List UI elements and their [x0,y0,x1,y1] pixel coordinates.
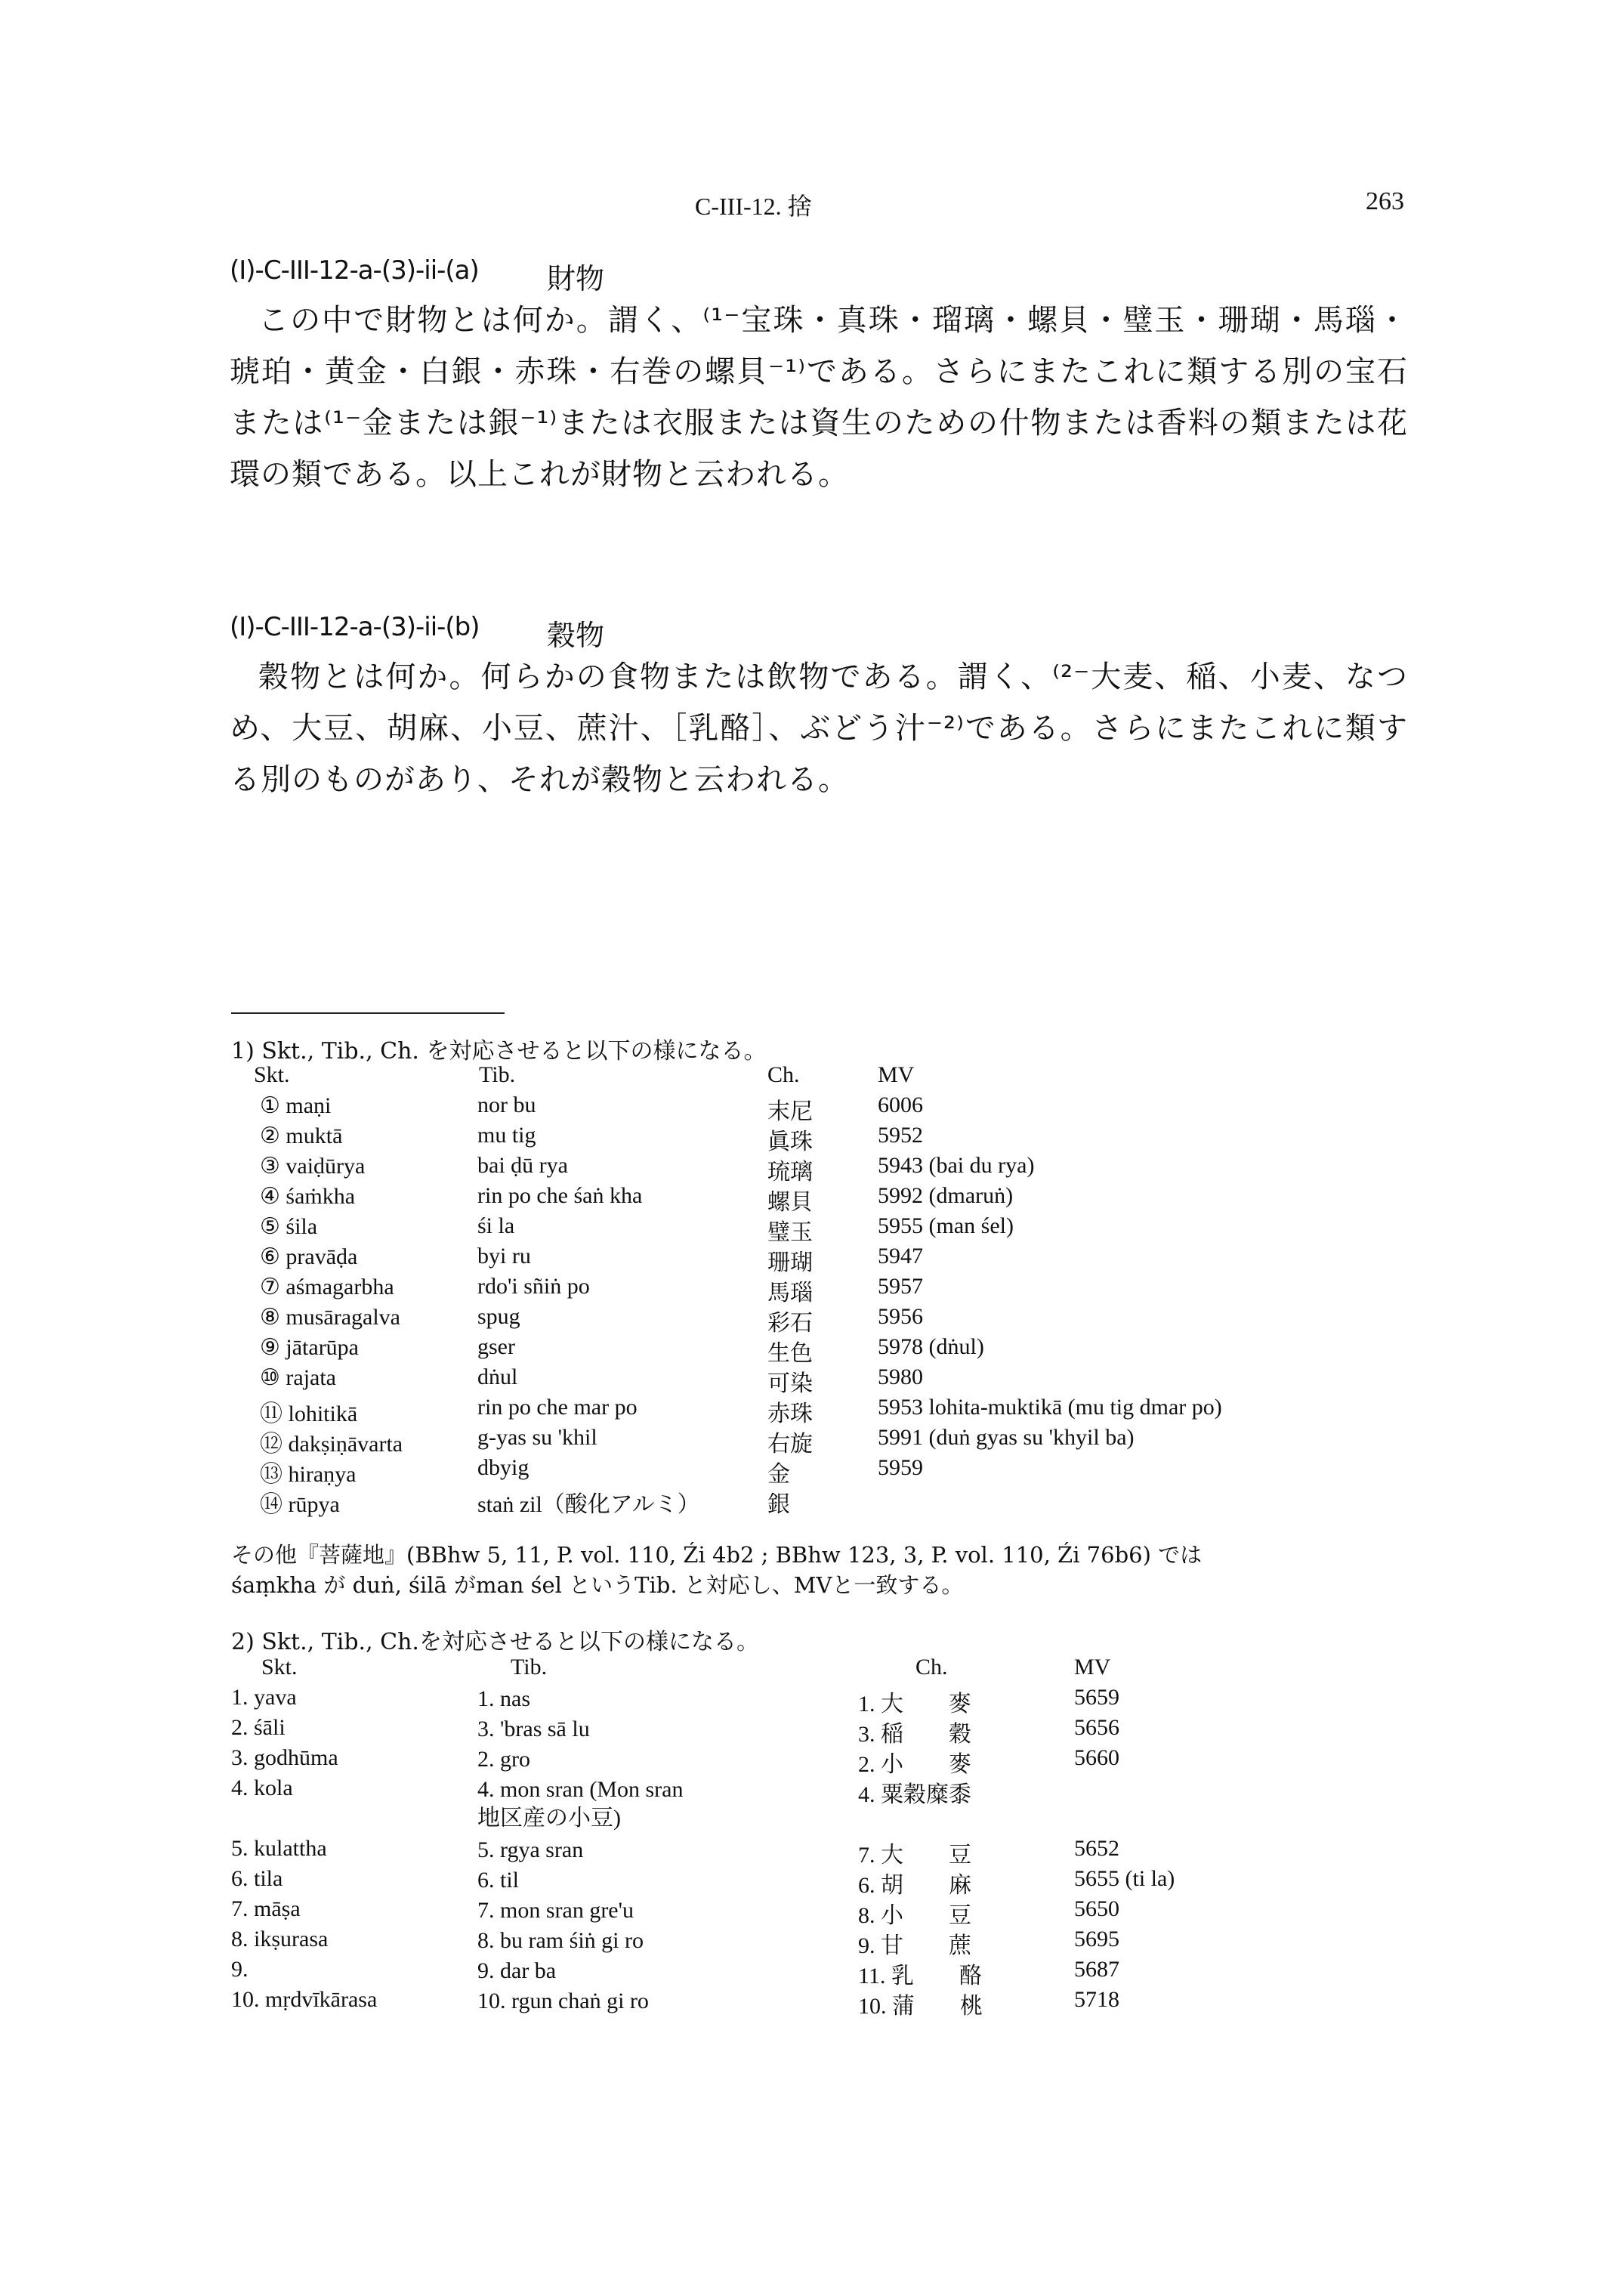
cell-ch: 9. 甘 蔗 [858,1933,971,1958]
cell-ch: 馬瑙 [767,1281,813,1306]
cell-ch: 11. 乳 酪 [858,1964,982,1989]
cell-skt: ⑤ śila [260,1214,318,1239]
section-a-paragraph: この中で財物とは何か。謂く、⁽¹⁻宝珠・真珠・瑠璃・螺貝・璧玉・珊瑚・馬瑙・琥珀・黄金・白銀・赤珠・右巻の螺貝⁻¹⁾である。さらにまたこれに類する別の宝石または⁽¹⁻金または銀⁻¹⁾または衣服または資生のための什物または香料の類または花環の類である。以上これが財物と云われる。 [230,303,1408,492]
footnote-1-table [231,1062,1425,1516]
cell-ch: 10. 蒲 桃 [858,1994,983,2019]
section-a-title: 財物 [547,262,605,295]
cell-tib: śi la [477,1213,515,1238]
cell-skt: 6. tila [231,1866,283,1891]
cell-mv: 5687 [1074,1957,1119,1982]
section-b-code: (I)-C-III-12-a-(3)-ii-(b) [230,612,480,642]
cell-mv: 5660 [1074,1745,1119,1770]
cell-ch: 7. 大 豆 [858,1843,971,1868]
footnote-2-table [231,1655,1425,2017]
cell-ch: 3. 稲 穀 [858,1722,971,1747]
cell-tib: byi ru [477,1244,531,1269]
cell-skt: ① maṇi [260,1093,332,1118]
cell-skt: ⑫ dakṣiṇāvarta [260,1432,403,1457]
cell-ch: 銀 [767,1492,790,1517]
footnote-1-note-line-2: śaṃkha が duṅ, śilā がman śel というTib. と対応し、MVと一致する。 [231,1572,964,1598]
cell-skt: 8. ikṣurasa [231,1927,329,1951]
header-skt: Skt. [261,1655,298,1680]
table-row [231,1213,1425,1244]
table-row [231,1896,1425,1927]
footnote-1-note-line-1: その他『菩薩地』(BBhw 5, 11, P. vol. 110, Źi 4b2 ; BBhw 123, 3, P. vol. 110, Źi 76b6) では [231,1542,1203,1568]
table-row [231,1304,1425,1334]
section-b-title: 穀物 [547,619,605,652]
cell-ch: 8. 小 豆 [858,1903,971,1928]
cell-tib: dṅul [477,1364,518,1389]
table-row [231,1836,1425,1866]
cell-skt: ⑦ aśmagarbha [260,1275,394,1299]
footnote-1-note [231,1540,1409,1600]
cell-tib: 4. mon sran (Mon sran 地区産の小豆) [477,1777,684,1831]
cell-skt: ⑧ musāragalva [260,1305,400,1330]
cell-ch: 生色 [767,1341,813,1366]
table-row [231,1685,1425,1715]
cell-tib: dbyig [477,1455,529,1480]
cell-tib: 9. dar ba [477,1958,557,1983]
table-row [231,1183,1425,1213]
cell-ch: 珊瑚 [767,1250,813,1275]
cell-tib: gser [477,1334,515,1359]
cell-skt: 2. śāli [231,1715,286,1740]
cell-tib: nor bu [477,1092,536,1117]
cell-mv: 5650 [1074,1896,1119,1921]
cell-tib: 5. rgya sran [477,1837,584,1862]
table-row [231,1334,1425,1364]
cell-skt: ③ vaiḍūrya [260,1154,366,1179]
cell-mv: 5992 (dmaruṅ) [878,1183,1014,1208]
table-row [231,1485,1425,1516]
table-row [231,1364,1425,1395]
cell-ch: 螺貝 [767,1190,813,1215]
cell-ch: 赤珠 [767,1401,813,1426]
cell-skt: ⑬ hiraṇya [260,1462,357,1487]
cell-tib: rin po che mar po [477,1395,638,1420]
cell-mv: 5956 [878,1304,923,1329]
cell-skt: ⑩ rajata [260,1365,337,1390]
cell-mv: 5978 (dṅul) [878,1334,984,1359]
cell-tib: staṅ zil（酸化アルミ） [477,1492,700,1517]
cell-ch: 右旋 [767,1432,813,1457]
cell-skt: 7. māṣa [231,1896,301,1921]
cell-skt: ⑪ lohitikā [260,1401,358,1426]
cell-mv: 5943 (bai du rya) [878,1153,1035,1178]
cell-ch: 金 [767,1462,790,1487]
cell-mv: 5656 [1074,1715,1119,1740]
cell-tib: 1. nas [477,1686,530,1711]
cell-skt: ④ śaṁkha [260,1184,356,1209]
table-row [231,1455,1425,1485]
cell-tib: 3. 'bras sā lu [477,1717,590,1741]
cell-ch: 彩石 [767,1311,813,1336]
table-row [231,1425,1425,1455]
cell-tib: 8. bu ram śiṅ gi ro [477,1928,644,1953]
table-header-row [231,1655,1425,1685]
cell-ch: 1. 大 麥 [858,1692,971,1717]
table-row [231,1866,1425,1896]
cell-ch: 眞珠 [767,1129,813,1154]
running-head: C-III-12. 捨 [695,193,812,220]
table-header-row [231,1062,1425,1092]
cell-ch: 6. 胡 麻 [858,1873,971,1898]
cell-skt: ② muktā [260,1123,343,1148]
table-row [231,1123,1425,1153]
cell-skt: ⑨ jātarūpa [260,1335,360,1360]
cell-tib: 10. rgun chaṅ gi ro [477,1989,649,2013]
header-mv: MV [878,1062,915,1087]
cell-mv: 5955 (man śel) [878,1213,1014,1238]
header-tib: Tib. [479,1062,516,1087]
cell-mv: 5980 [878,1364,923,1389]
cell-tib: mu tig [477,1123,536,1148]
cell-tib: 7. mon sran gre'u [477,1898,634,1923]
cell-tib: rdo'i sñiṅ po [477,1274,590,1299]
cell-skt: ⑥ pravāḍa [260,1244,358,1269]
table-row [231,1745,1425,1775]
table-row [231,1927,1425,1957]
cell-mv: 5953 lohita-muktikā (mu tig dmar po) [878,1395,1222,1420]
cell-ch: 2. 小 麥 [858,1752,971,1777]
cell-mv: 5991 (duṅ gyas su 'khyil ba) [878,1425,1135,1450]
cell-ch: 可染 [767,1371,813,1396]
cell-skt: ⑭ rūpya [260,1492,340,1517]
table-row [231,1274,1425,1304]
table-row [231,1987,1425,2017]
cell-skt: 5. kulattha [231,1836,327,1861]
header-tib: Tib. [511,1655,548,1680]
footnote-divider [231,1012,505,1014]
cell-skt: 10. mṛdvīkārasa [231,1987,378,2012]
cell-ch: 璧玉 [767,1220,813,1245]
cell-skt: 9. [231,1957,249,1982]
cell-ch: 末尼 [767,1099,813,1124]
footnote-1-title: 1) Skt., Tib., Ch. を対応させると以下の様になる。 [231,1038,767,1065]
table-row [231,1395,1425,1425]
header-skt: Skt. [254,1062,290,1087]
cell-mv: 5947 [878,1244,923,1269]
table-row [231,1775,1425,1836]
cell-tib: spug [477,1304,520,1329]
cell-ch: 琉璃 [767,1160,813,1185]
cell-mv: 5659 [1074,1685,1119,1710]
table-row [231,1153,1425,1183]
cell-mv: 5718 [1074,1987,1119,2012]
cell-tib: 6. til [477,1868,520,1893]
cell-tib: rin po che śaṅ kha [477,1183,643,1208]
cell-mv: 5959 [878,1455,923,1480]
table-row [231,1244,1425,1274]
footnote-2-title: 2) Skt., Tib., Ch.を対応させると以下の様になる。 [231,1629,759,1655]
cell-mv: 6006 [878,1092,923,1117]
cell-mv: 5655 (ti la) [1074,1866,1175,1891]
header-mv: MV [1074,1655,1111,1680]
table-row [231,1715,1425,1745]
page-number: 263 [1366,187,1404,215]
header-ch: Ch. [915,1655,948,1680]
cell-ch: 4. 粟穀糜黍 [858,1782,971,1807]
cell-skt: 3. godhūma [231,1745,338,1770]
section-b-paragraph: 穀物とは何か。何らかの食物または飲物である。謂く、⁽²⁻大麦、稲、小麦、なつめ、大豆、胡麻、小豆、蔗汁、［乳酪］、ぶどう汁⁻²⁾である。さらにまたこれに類する別のものがあり、それが穀物と云われる。 [230,660,1408,797]
section-a-code: (I)-C-III-12-a-(3)-ii-(a) [230,255,479,286]
cell-skt: 1. yava [231,1685,297,1710]
table-row [231,1092,1425,1123]
cell-mv: 5957 [878,1274,923,1299]
cell-mv: 5695 [1074,1927,1119,1951]
header-ch: Ch. [767,1062,800,1087]
cell-tib: 2. gro [477,1747,530,1772]
cell-skt: 4. kola [231,1775,293,1800]
section-a-heading [230,255,605,295]
cell-mv: 5652 [1074,1836,1119,1861]
table-row [231,1957,1425,1987]
cell-mv: 5952 [878,1123,923,1148]
section-b-heading [230,612,605,652]
cell-tib: g-yas su 'khil [477,1425,597,1450]
cell-tib: bai ḍū rya [477,1153,568,1178]
